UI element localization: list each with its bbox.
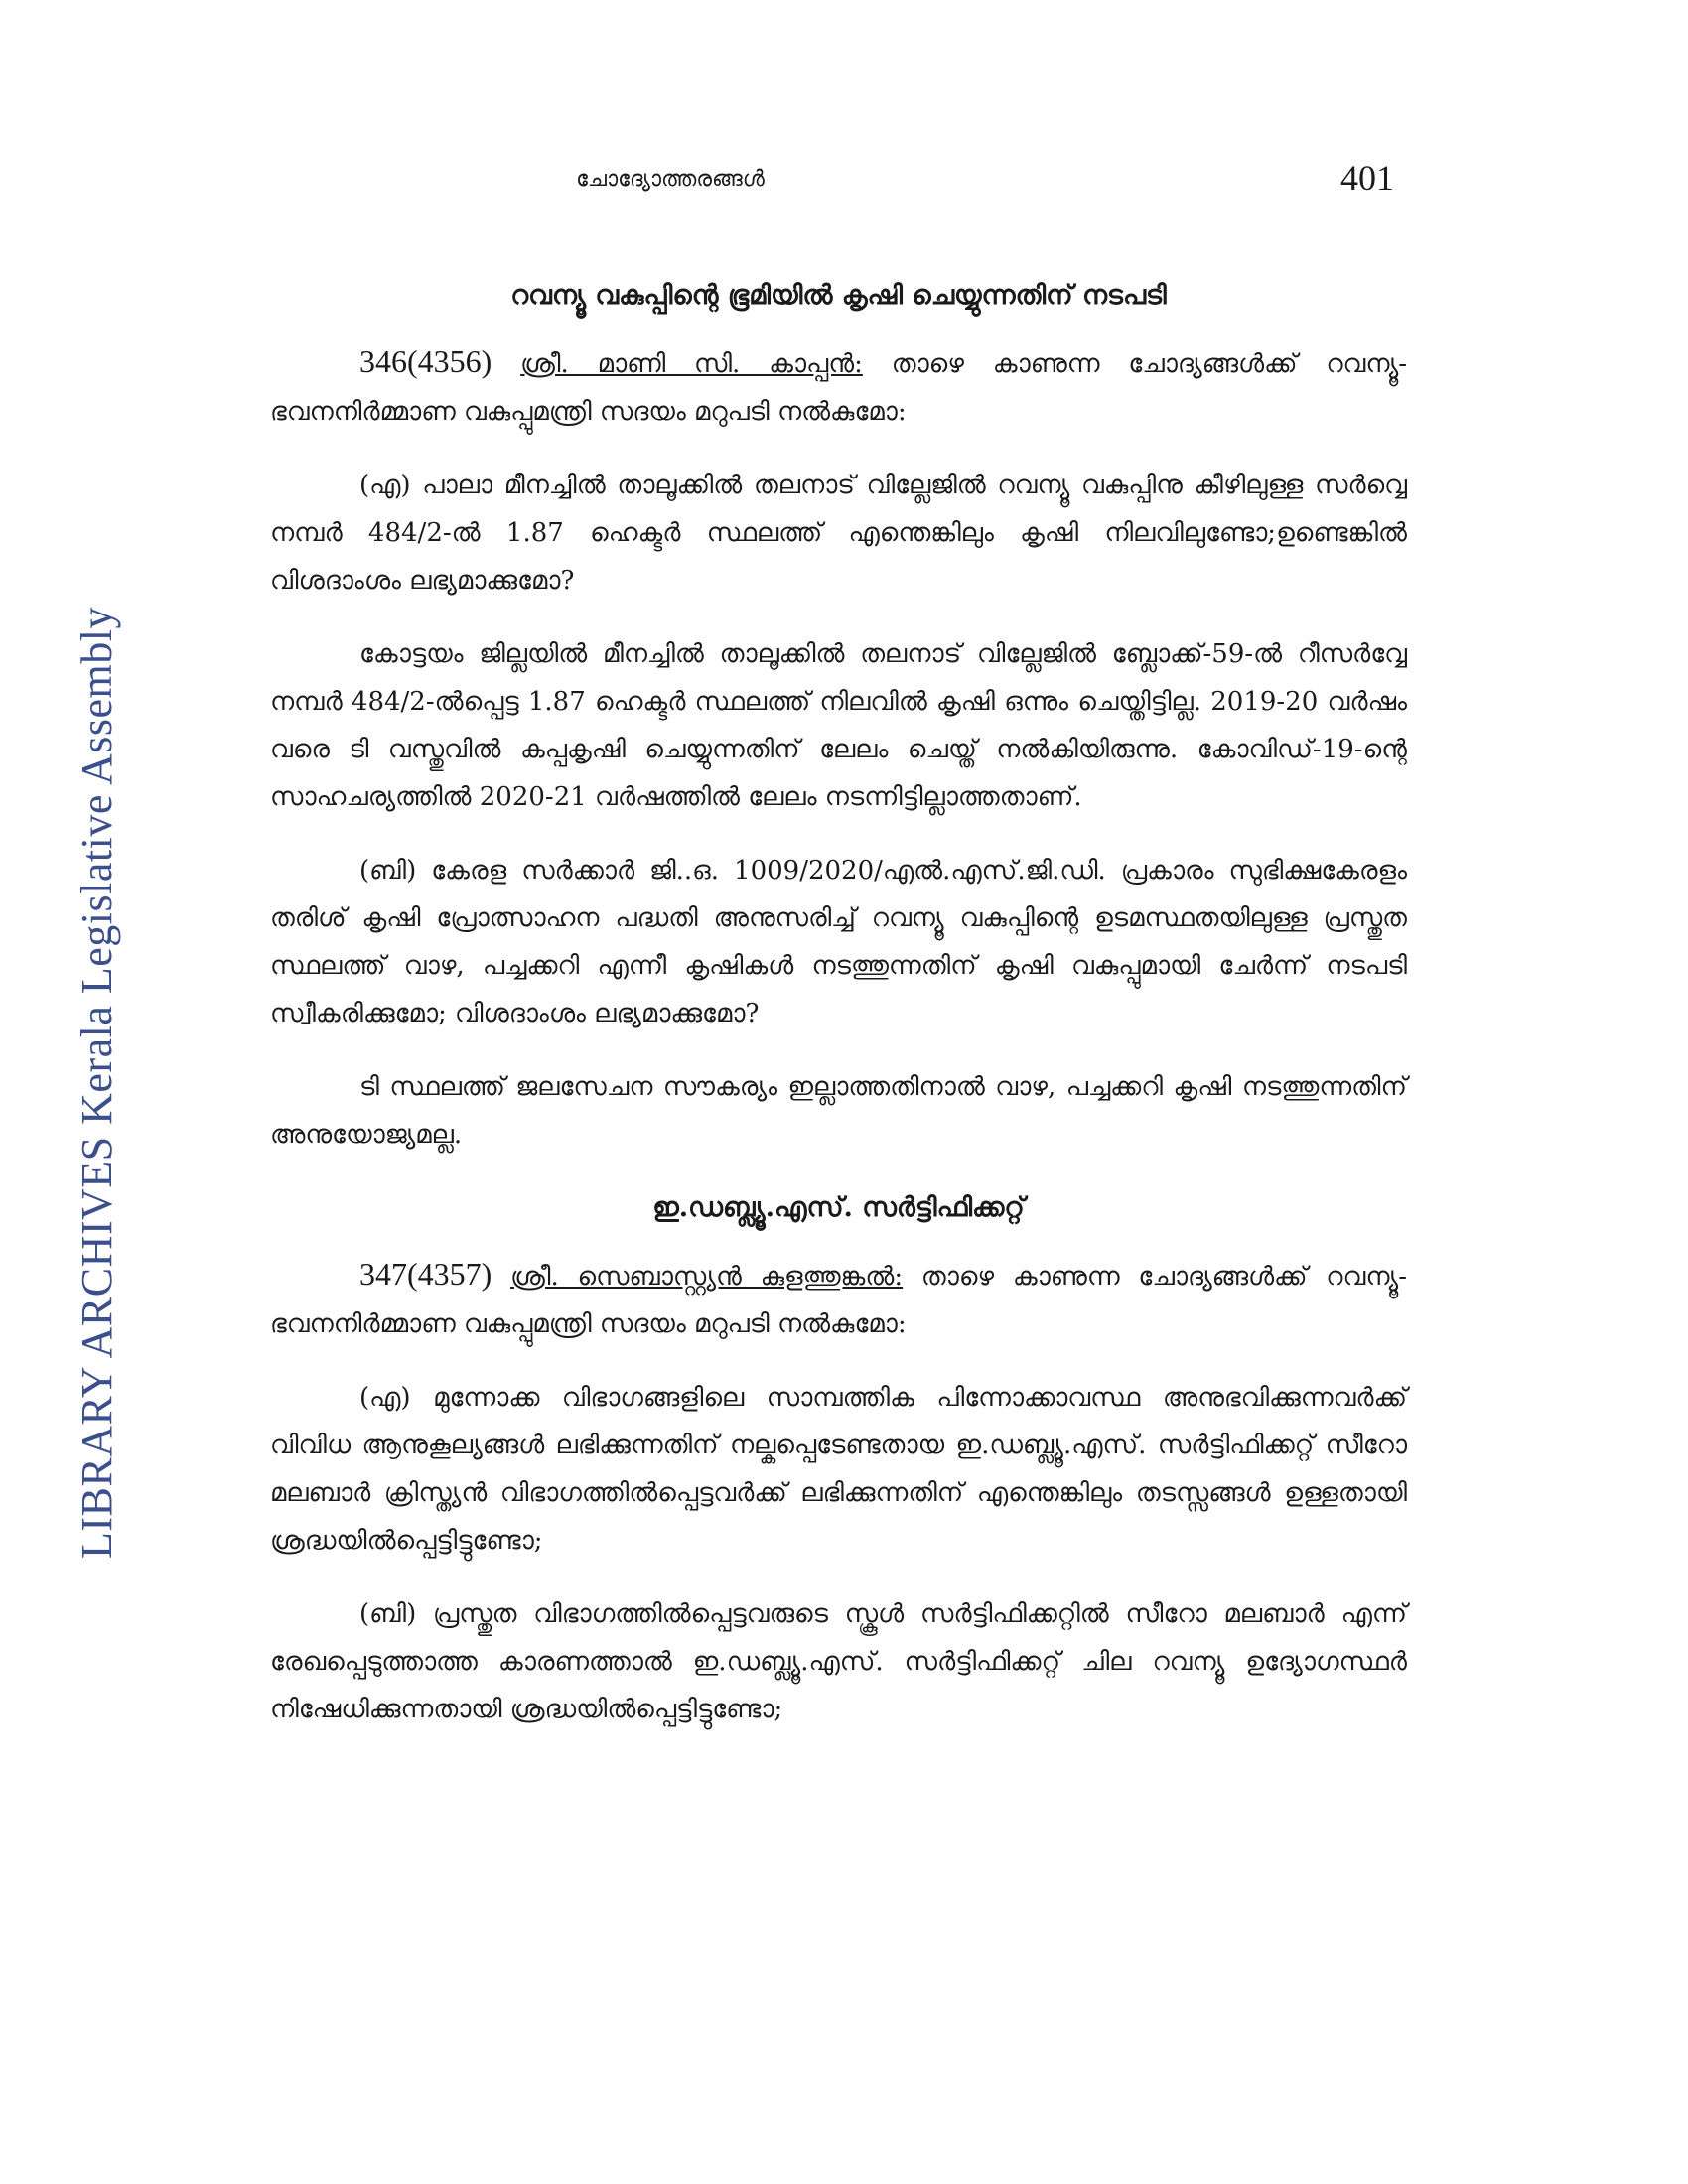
question-346-b: (ബി) കേരള സർക്കാർ ജി..ഒ. 1009/2020/എൽ.എസ്.ജി.ഡി. പ്രകാരം സുഭിക്ഷകേരളം തരിശ് കൃഷി പ്രോത്സാഹന പദ്ധതി അനുസരിച്ച് റവന്യൂ വകുപ്പിന്റെ ഉടമസ്ഥതയിലുള്ള പ്രസ്തുത സ്ഥലത്ത് വാഴ, പച്ചക്കറി എന്നീ കൃഷികൾ നടത്തുന്നതിന് കൃഷി വകുപ്പുമായി ചേർന്ന് നടപടി സ്വീകരിക്കുമോ; വിശദാംശം ലഭ്യമാക്കുമോ? [270,856,1407,1028]
question-347-intro [270,1250,1407,1348]
page-number: 401 [1340,158,1394,198]
question-347-b: (ബി) പ്രസ്തുത വിഭാഗത്തിൽപ്പെട്ടവരുടെ സ്കൂൾ സർട്ടിഫിക്കറ്റിൽ സീറോ മലബാർ എന്ന് രേഖപ്പെടുത്താത്ത കാരണത്താൽ ഇ.ഡബ്ല്യൂ.എസ്. സർട്ടിഫിക്കറ്റ് ചില റവന്യൂ ഉദ്യോഗസ്ഥർ നിഷേധിക്കുന്നതായി ശ്രദ്ധയിൽപ്പെട്ടിട്ടുണ്ടോ; [270,1599,1407,1724]
question-intro-text: താഴെ കാണുന്ന ചോദ്യങ്ങൾക്ക് റവന്യൂ-ഭവനനിർമ്മാണ വകുപ്പുമന്ത്രി സദയം മറുപടി നൽകുമോ: [270,1262,1407,1339]
page-body [270,268,1407,1759]
member-name: ശ്രീ. സെബാസ്റ്റ്യൻ കുളത്തുങ്കൽ: [510,1262,904,1292]
answer-346-b: ടി സ്ഥലത്ത് ജലസേചന സൗകര്യം ഇല്ലാത്തതിനാൽ വാഴ, പച്ചക്കറി കൃഷി നടത്തുന്നതിന് അനുയോജ്യമല്ല. [270,1072,1407,1150]
member-name: ശ്രീ. മാണി സി. കാപ്പൻ: [520,349,863,379]
question-347-heading: ഇ.ഡബ്ല്യൂ.എസ്. സർട്ടിഫിക്കറ്റ് [652,1192,1025,1223]
question-346-heading: റവന്യൂ വകുപ്പിന്റെ ഭൂമിയിൽ കൃഷി ചെയ്യുന്നതിന് നടപടി [510,280,1167,311]
question-346-intro [270,338,1407,436]
answer-346-a: കോട്ടയം ജില്ലയിൽ മീനച്ചിൽ താലൂക്കിൽ തലനാട് വില്ലേജിൽ ബ്ലോക്ക്-59-ൽ റീസർവ്വേ നമ്പർ 484/2-ൽപ്പെട്ട 1.87 ഹെക്ടർ സ്ഥലത്ത് നിലവിൽ കൃഷി ഒന്നും ചെയ്തിട്ടില്ല. 2019-20 വർഷം വരെ ടി വസ്തുവിൽ കപ്പകൃഷി ചെയ്യുന്നതിന് ലേലം ചെയ്ത് നൽകിയിരുന്നു. കോവിഡ്-19-ന്റെ സാഹചര്യത്തിൽ 2020-21 വർഷത്തിൽ ലേലം നടന്നിട്ടില്ലാത്തതാണ്. [270,639,1407,812]
question-346-a: (എ) പാലാ മീനച്ചിൽ താലൂക്കിൽ തലനാട് വില്ലേജിൽ റവന്യൂ വകുപ്പിനു കീഴിലുള്ള സർവ്വെ നമ്പർ 484/2-ൽ 1.87 ഹെക്ടർ സ്ഥലത്ത് എന്തെങ്കിലും കൃഷി നിലവിലുണ്ടോ;ഉണ്ടെങ്കിൽ വിശദാംശം ലഭ്യമാക്കുമോ? [270,471,1407,596]
question-number: 347(4357) [359,1256,492,1292]
question-347-a: (എ) മുന്നോക്ക വിഭാഗങ്ങളിലെ സാമ്പത്തിക പിന്നോക്കാവസ്ഥ അനുഭവിക്കുന്നവർക്ക് വിവിധ ആനുകൂല്യങ്ങൾ ലഭിക്കുന്നതിന് നല്കപ്പെടേണ്ടതായ ഇ.ഡബ്ല്യൂ.എസ്. സർട്ടിഫിക്കറ്റ് സീറോ മലബാർ ക്രിസ്ത്യൻ വിഭാഗത്തിൽപ്പെട്ടവർക്ക് ലഭിക്കുന്നതിന് എന്തെങ്കിലും തടസ്സങ്ങൾ ഉള്ളതായി ശ്രദ്ധയിൽപ്പെട്ടിട്ടുണ്ടോ; [270,1383,1407,1556]
archive-watermark: LIBRARY ARCHIVES Kerala Legislative Assembly [72,607,121,1559]
question-number: 346(4356) [359,343,492,379]
running-title: ചോദ്യോത്തരങ്ങൾ [576,167,765,192]
question-intro-text: താഴെ കാണുന്ന ചോദ്യങ്ങൾക്ക് റവന്യൂ-ഭവനനിർമ്മാണ വകുപ്പുമന്ത്രി സദയം മറുപടി നൽകുമോ: [270,349,1408,427]
